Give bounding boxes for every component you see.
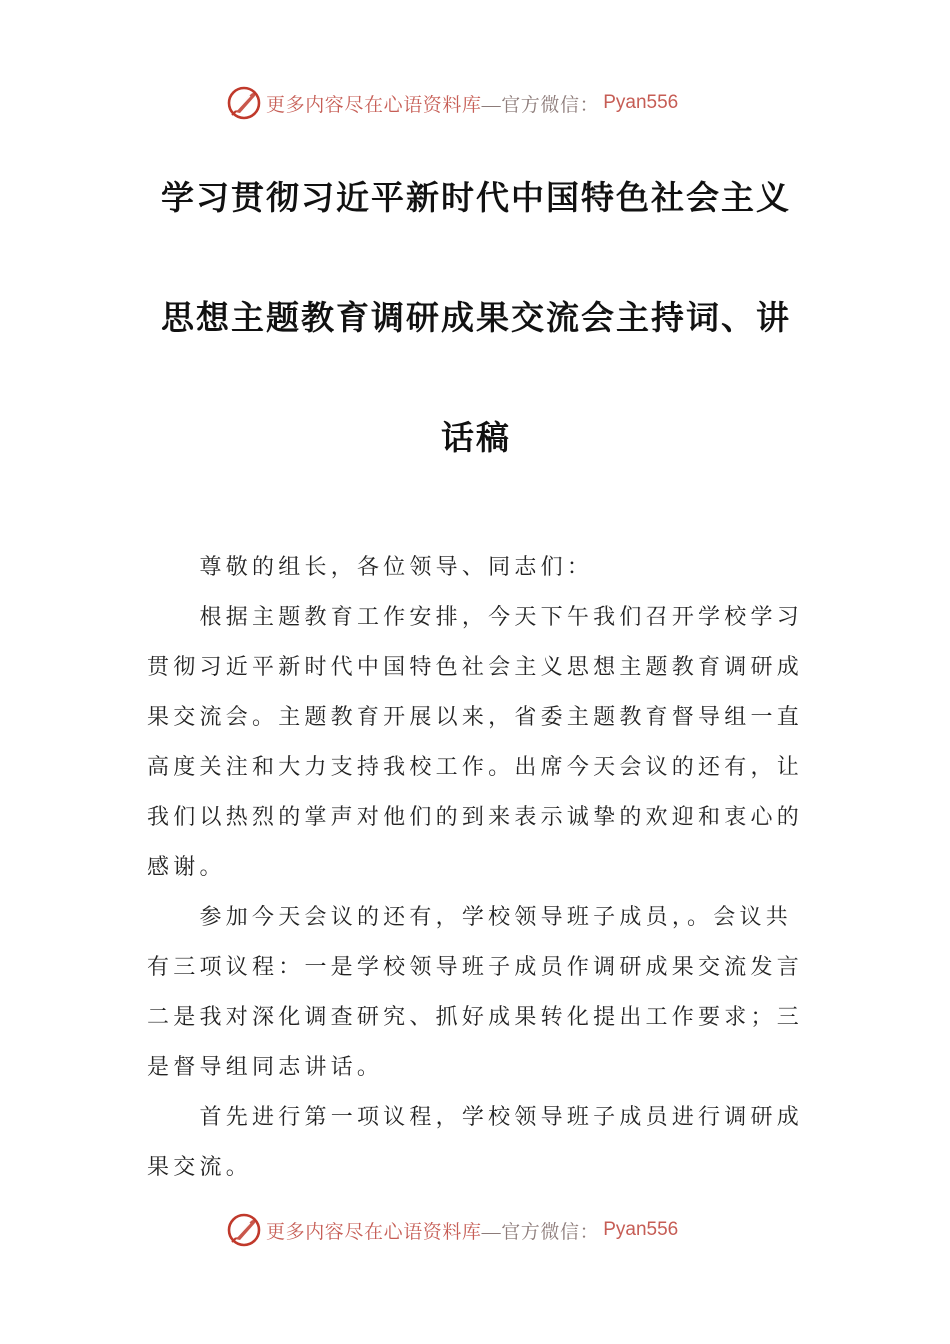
body-line: 贯彻习近平新时代中国特色社会主义思想主题教育调研成 [147, 654, 804, 679]
watermark-site-text: 更多内容尽在心语资料库 [266, 1221, 482, 1243]
body-line: 参加今天会议的还有，学校领导班子成员，。会议共 [199, 904, 793, 929]
title-line: 思想主题教育调研成果交流会主持词、讲 [161, 298, 791, 337]
body-line: 感谢。 [147, 854, 226, 879]
body-line: 根据主题教育工作安排，今天下午我们召开学校学习 [199, 604, 804, 629]
pen-in-circle-icon [226, 1212, 262, 1248]
watermark-site-text: 更多内容尽在心语资料库 [266, 94, 482, 116]
watermark-label: —官方微信： [481, 1221, 600, 1243]
body-line: 果交流会。主题教育开展以来，省委主题教育督导组一直 [147, 704, 804, 729]
title-line: 学习贯彻习近平新时代中国特色社会主义 [161, 178, 791, 217]
body-line: 高度关注和大力支持我校工作。出席今天会议的还有，让 [147, 754, 804, 779]
body-line: 我们以热烈的掌声对他们的到来表示诚挚的欢迎和衷心的 [147, 804, 804, 829]
watermark-wechat-id: Pyan556 [603, 1219, 679, 1240]
body-line: 二是我对深化调查研究、抓好成果转化提出工作要求；三 [147, 1004, 804, 1029]
watermark-wechat-id: Pyan556 [603, 92, 679, 113]
paragraph-salutation [147, 542, 817, 592]
body-line: 果交流。 [147, 1154, 252, 1179]
title-line: 话稿 [441, 418, 511, 457]
footer-watermark [226, 1212, 678, 1248]
body-line: 有三项议程：一是学校领导班子成员作调研成果交流发言 [147, 954, 804, 979]
body-line: 首先进行第一项议程，学校领导班子成员进行调研成 [199, 1104, 804, 1129]
watermark-label: —官方微信： [481, 94, 600, 116]
paragraph [147, 1092, 817, 1192]
document-title [0, 138, 950, 498]
header-watermark [226, 85, 678, 121]
paragraph [147, 892, 817, 1092]
document-body [147, 542, 817, 1192]
body-line: 尊敬的组长，各位领导、同志们： [199, 554, 594, 579]
pen-in-circle-icon [226, 85, 262, 121]
body-line: 是督导组同志讲话。 [147, 1054, 384, 1079]
paragraph [147, 592, 817, 892]
